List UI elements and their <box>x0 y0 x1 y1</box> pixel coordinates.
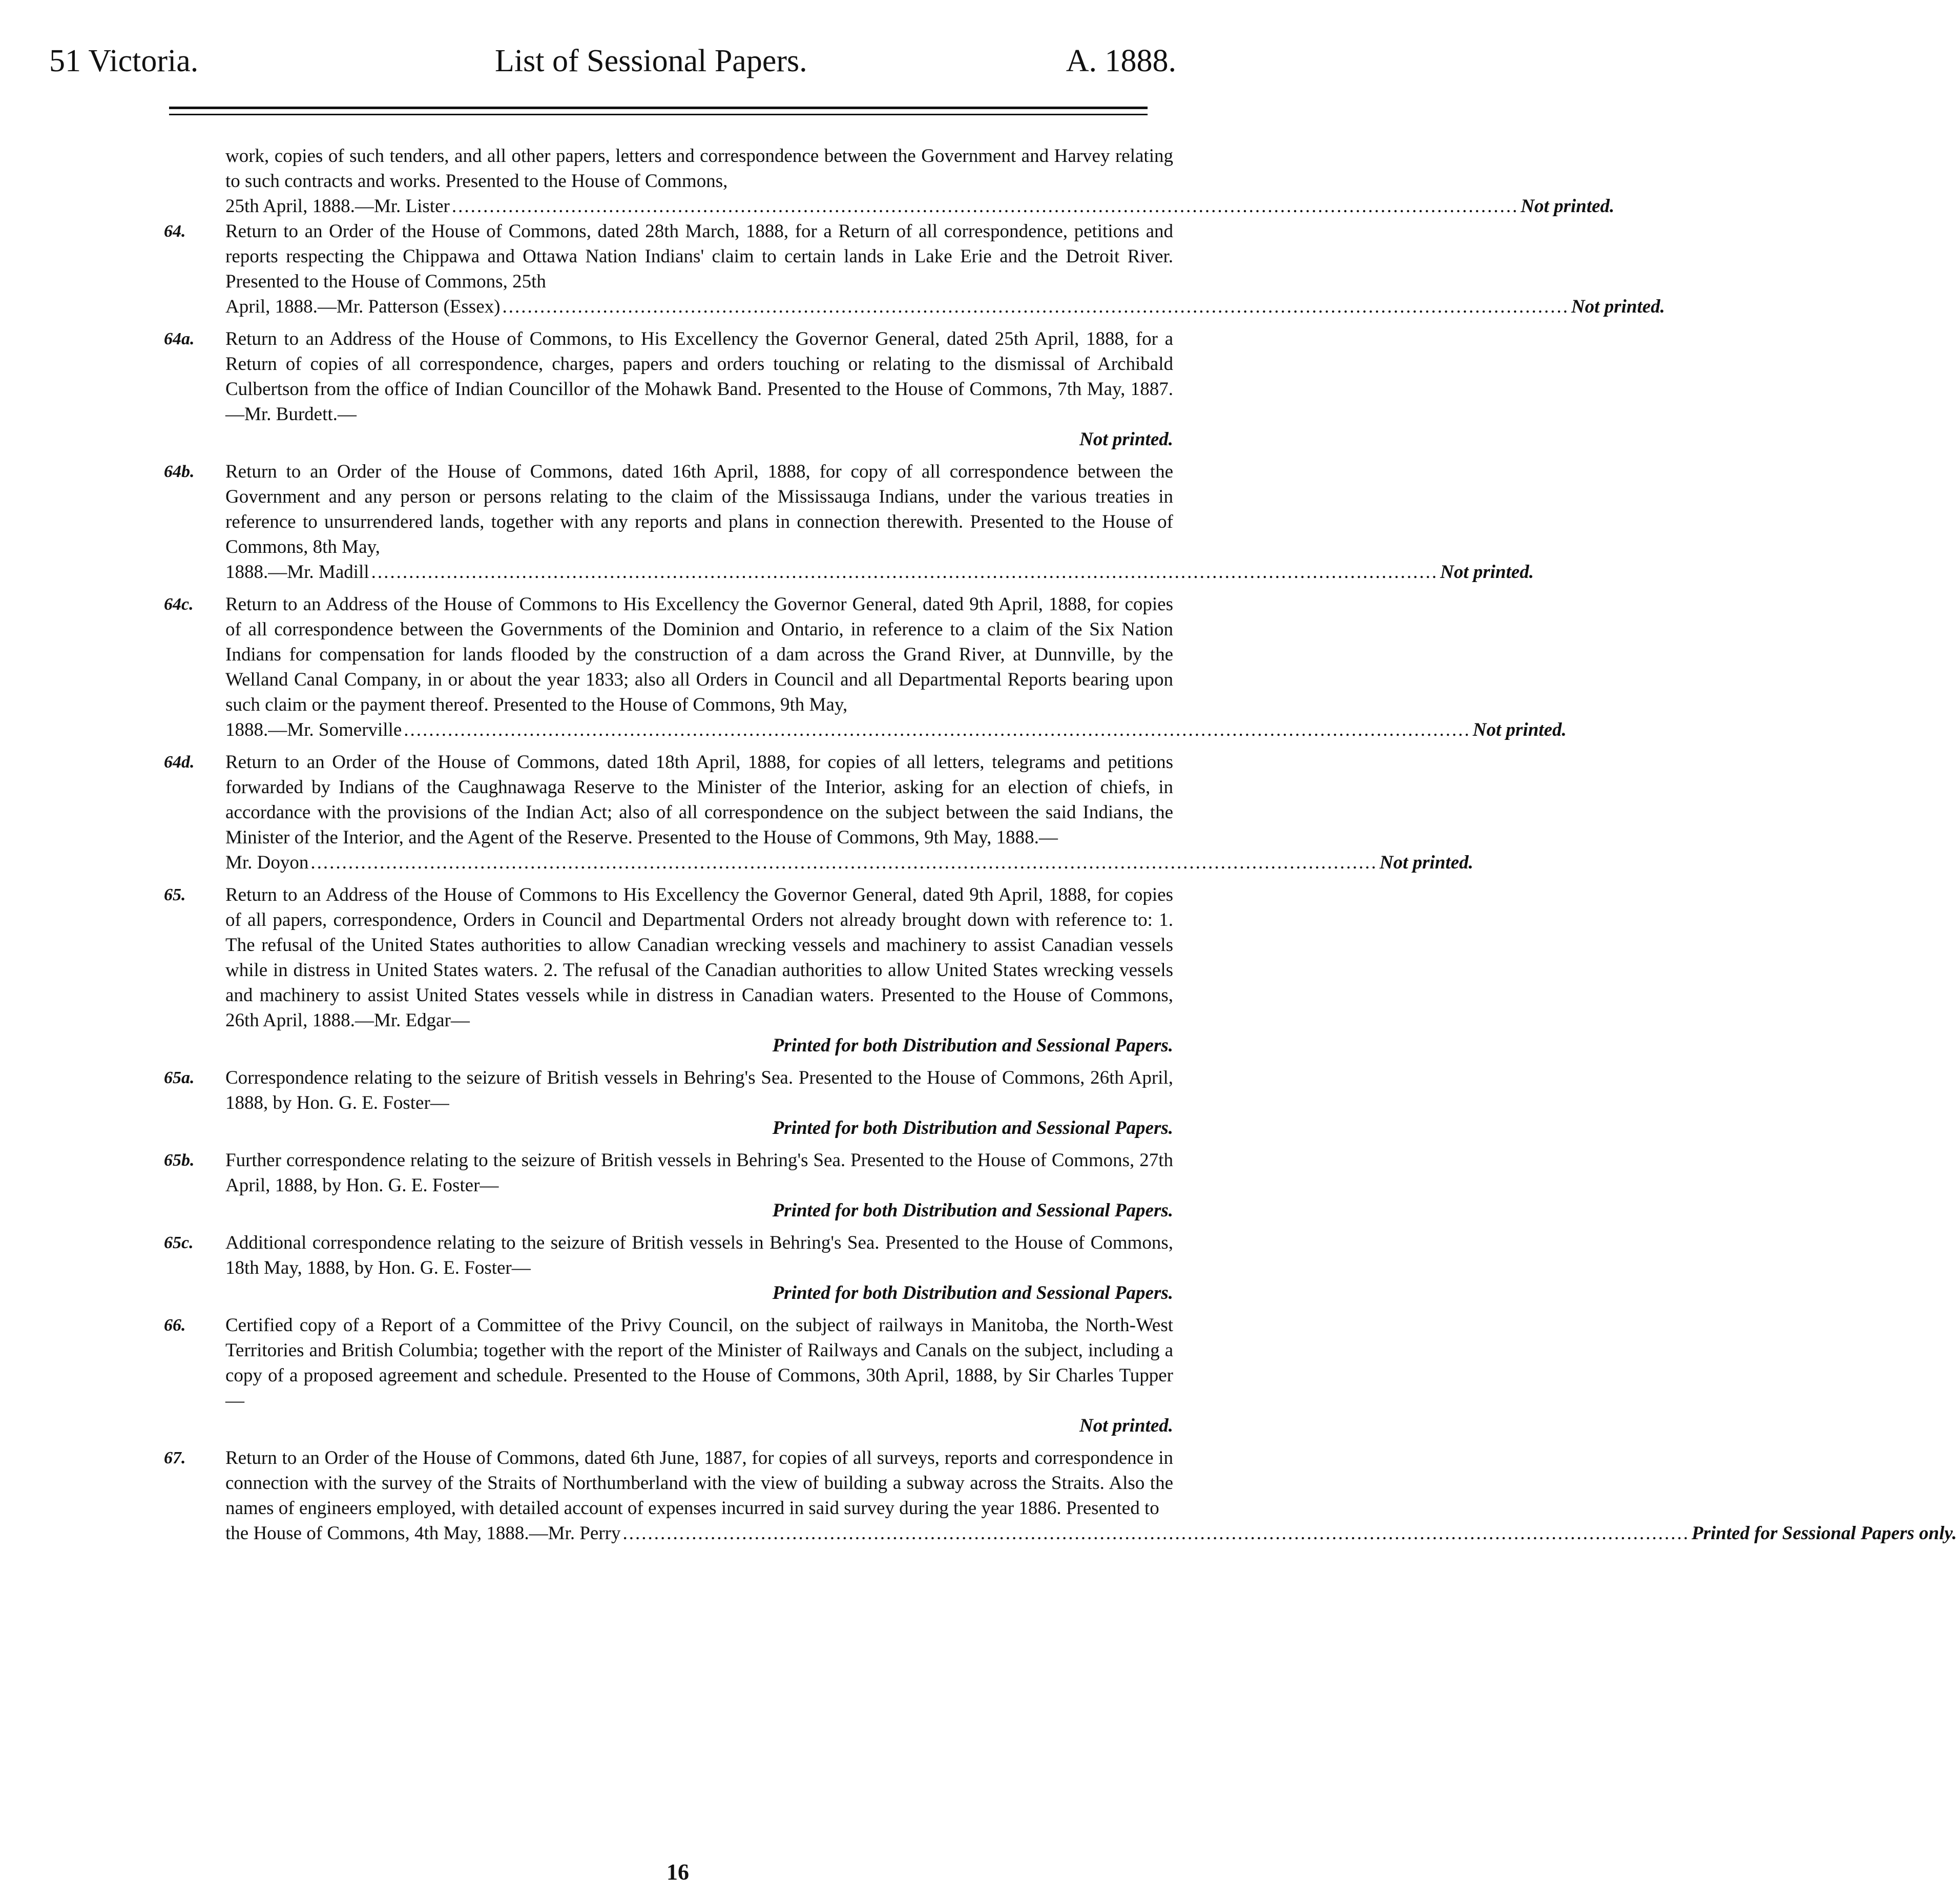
entry-lead-text: 25th April, 1888.—Mr. Lister <box>225 196 450 217</box>
entry-status: Not printed. <box>1079 1415 1173 1436</box>
leader-dots: .......................................................................................................................................................................... <box>622 1523 1690 1544</box>
entry-text: Return to an Order of the House of Commons, dated 6th June, 1887, for copies of all surveys, reports and correspondence in connection with the survey of the Straits of Northumberland with the view of building a subway across the Straits. Also the names of engineers employed, with detailed account of expenses incurred in said survey during the year 1886. Presented to <box>225 1447 1173 1519</box>
entry-lead-line <box>225 560 1534 585</box>
entry-number: 67. <box>164 1448 186 1467</box>
entry-number: 65b. <box>164 1151 195 1170</box>
entry-text: Return to an Order of the House of Commons, dated 18th April, 1888, for copies of all letters, telegrams and petitions forwarded by Indians of the Caughnawaga Reserve to the Minister of the Interior, asking for an election of chiefs, in accordance with the provisions of the Indian Act; also of all correspondence on the subject between the said Indians, the Minister of the Interior, and the Agent of the Reserve. Presented to the House of Commons, 9th May, 1888.— <box>225 752 1173 848</box>
entry-number: 65. <box>164 885 186 904</box>
entry-lead-text: 1888.—Mr. Madill <box>225 562 369 583</box>
page-footer <box>0 1859 1263 1885</box>
entry-text: Return to an Order of the House of Commons, dated 28th March, 1888, for a Return of all correspondence, petitions and reports respecting the Chippawa and Ottawa Nation Indians' claim to certain lands in Lake Erie and the Detroit River. Presented to the House of Commons, 25th <box>225 221 1173 292</box>
header-rule-thick <box>169 107 1148 109</box>
leader-dots: .......................................................................................................................................................................... <box>502 296 1569 317</box>
paper-entry <box>164 882 1173 1058</box>
entry-text: Further correspondence relating to the seizure of British vessels in Behring's Sea. Presented to the House of Commons, 27th April, 1888, by Hon. G. E. Foster— <box>225 1150 1173 1196</box>
continued-entry <box>225 143 1615 219</box>
papers-list <box>164 143 1957 1553</box>
leader-dots: .......................................................................................................................................................................... <box>451 196 1519 217</box>
entry-number: 64d. <box>164 753 195 772</box>
paper-entry <box>164 592 1567 742</box>
entry-status: Not printed. <box>1571 296 1665 317</box>
entry-status: Not printed. <box>1440 562 1534 583</box>
entry-text: work, copies of such tenders, and all other papers, letters and correspondence between the Government and Harvey relating to such contracts and works. Presented to the House of Commons, <box>225 146 1173 192</box>
paper-entry <box>164 1230 1173 1306</box>
paper-entry <box>164 459 1534 585</box>
entry-number: 64c. <box>164 595 194 614</box>
entry-lead-line <box>225 194 1615 219</box>
entry-lead-text: the House of Commons, 4th May, 1888.—Mr. Perry <box>225 1523 621 1544</box>
paper-entry <box>164 326 1173 452</box>
page-number: 16 <box>667 1859 689 1885</box>
header-rule-thin <box>169 114 1148 115</box>
entry-number: 64. <box>164 222 186 241</box>
entry-text: Certified copy of a Report of a Committee of the Privy Council, on the subject of railways in Manitoba, the North-West Territories and British Columbia; together with the report of the Minister of Railways and Canals on the subject, including a copy of a proposed agreement and schedule. Presented to the House of Commons, 30th April, 1888, by Sir Charles Tupper— <box>225 1315 1173 1411</box>
entry-status: Printed for Sessional Papers only. <box>1691 1523 1957 1544</box>
entry-status: Not printed. <box>1521 196 1615 217</box>
entry-number: 65a. <box>164 1068 195 1087</box>
leader-dots: .......................................................................................................................................................................... <box>371 562 1439 583</box>
entry-text: Return to an Address of the House of Commons, to His Excellency the Governor General, dated 25th April, 1888, for a Return of copies of all correspondence, charges, papers and orders touching or relating to the dismissal of Archibald Culbertson from the office of Indian Councillor of the Mohawk Band. Presented to the House of Commons, 7th May, 1887.—Mr. Burdett.— <box>225 328 1173 425</box>
entry-status: Printed for both Distribution and Sessional Papers. <box>772 1282 1173 1303</box>
entry-lead-text: Mr. Doyon <box>225 852 309 873</box>
paper-entry <box>164 1148 1173 1223</box>
entry-text: Return to an Order of the House of Commons, dated 16th April, 1888, for copy of all correspondence between the Government and any person or persons relating to the claim of the Mississauga Indians, under the various treaties in reference to unsurrendered lands, together with any reports and plans in connection therewith. Presented to the House of Commons, 8th May, <box>225 461 1173 557</box>
header-session: 51 Victoria. <box>49 44 199 78</box>
entry-lead-line <box>225 850 1473 875</box>
entry-lead-line <box>225 1521 1957 1546</box>
entry-number: 65c. <box>164 1233 194 1252</box>
entry-text: Additional correspondence relating to the seizure of British vessels in Behring's Sea. Presented to the House of Commons, 18th May, 1888, by Hon. G. E. Foster— <box>225 1232 1173 1278</box>
header-title: List of Sessional Papers. <box>495 44 807 78</box>
page-header <box>49 28 1176 84</box>
entry-lead-text: April, 1888.—Mr. Patterson (Essex) <box>225 296 501 317</box>
entry-lead-text: 1888.—Mr. Somerville <box>225 719 402 740</box>
entry-lead-line <box>225 717 1567 742</box>
entry-status: Not printed. <box>1472 719 1567 740</box>
leader-dots: .......................................................................................................................................................................... <box>310 852 1378 873</box>
header-year: A. 1888. <box>1066 44 1176 78</box>
paper-entry <box>164 750 1473 875</box>
paper-entry <box>164 1065 1173 1141</box>
entry-status: Printed for both Distribution and Sessional Papers. <box>772 1117 1173 1139</box>
paper-entry <box>164 1313 1173 1438</box>
paper-entry <box>164 1445 1957 1546</box>
entry-status: Not printed. <box>1079 429 1173 450</box>
entry-number: 66. <box>164 1316 186 1335</box>
entry-text: Return to an Address of the House of Commons to His Excellency the Governor General, dated 9th April, 1888, for copies of all papers, correspondence, Orders in Council and Departmental Orders not already brought down with reference to: 1. The refusal of the United States authorities to allow Canadian wrecking vessels and machinery to assist Canadian vessels while in distress in United States waters. 2. The refusal of the Canadian authorities to allow United States wrecking vessels and machinery to assist United States vessels while in distress in Canadian waters. Presented to the House of Commons, 26th April, 1888.—Mr. Edgar— <box>225 884 1173 1031</box>
paper-entry <box>164 219 1665 319</box>
entry-text: Return to an Address of the House of Commons to His Excellency the Governor General, dated 9th April, 1888, for copies of all correspondence between the Governments of the Dominion and Ontario, in reference to a claim of the Six Nation Indians for compensation for lands flooded by the construction of a dam across the Grand River, at Dunnville, by the Welland Canal Company, in or about the year 1833; also all Orders in Council and all Departmental Reports bearing upon such claim or the payment thereof. Presented to the House of Commons, 9th May, <box>225 594 1173 715</box>
entry-lead-line <box>225 294 1665 319</box>
entry-status: Not printed. <box>1379 852 1473 873</box>
entry-number: 64a. <box>164 329 195 348</box>
entry-text: Correspondence relating to the seizure of British vessels in Behring's Sea. Presented to the House of Commons, 26th April, 1888, by Hon. G. E. Foster— <box>225 1067 1173 1113</box>
leader-dots: .......................................................................................................................................................................... <box>404 719 1471 740</box>
entry-status: Printed for both Distribution and Sessional Papers. <box>772 1200 1173 1221</box>
entry-number: 64b. <box>164 462 195 481</box>
entry-status: Printed for both Distribution and Sessional Papers. <box>772 1035 1173 1056</box>
